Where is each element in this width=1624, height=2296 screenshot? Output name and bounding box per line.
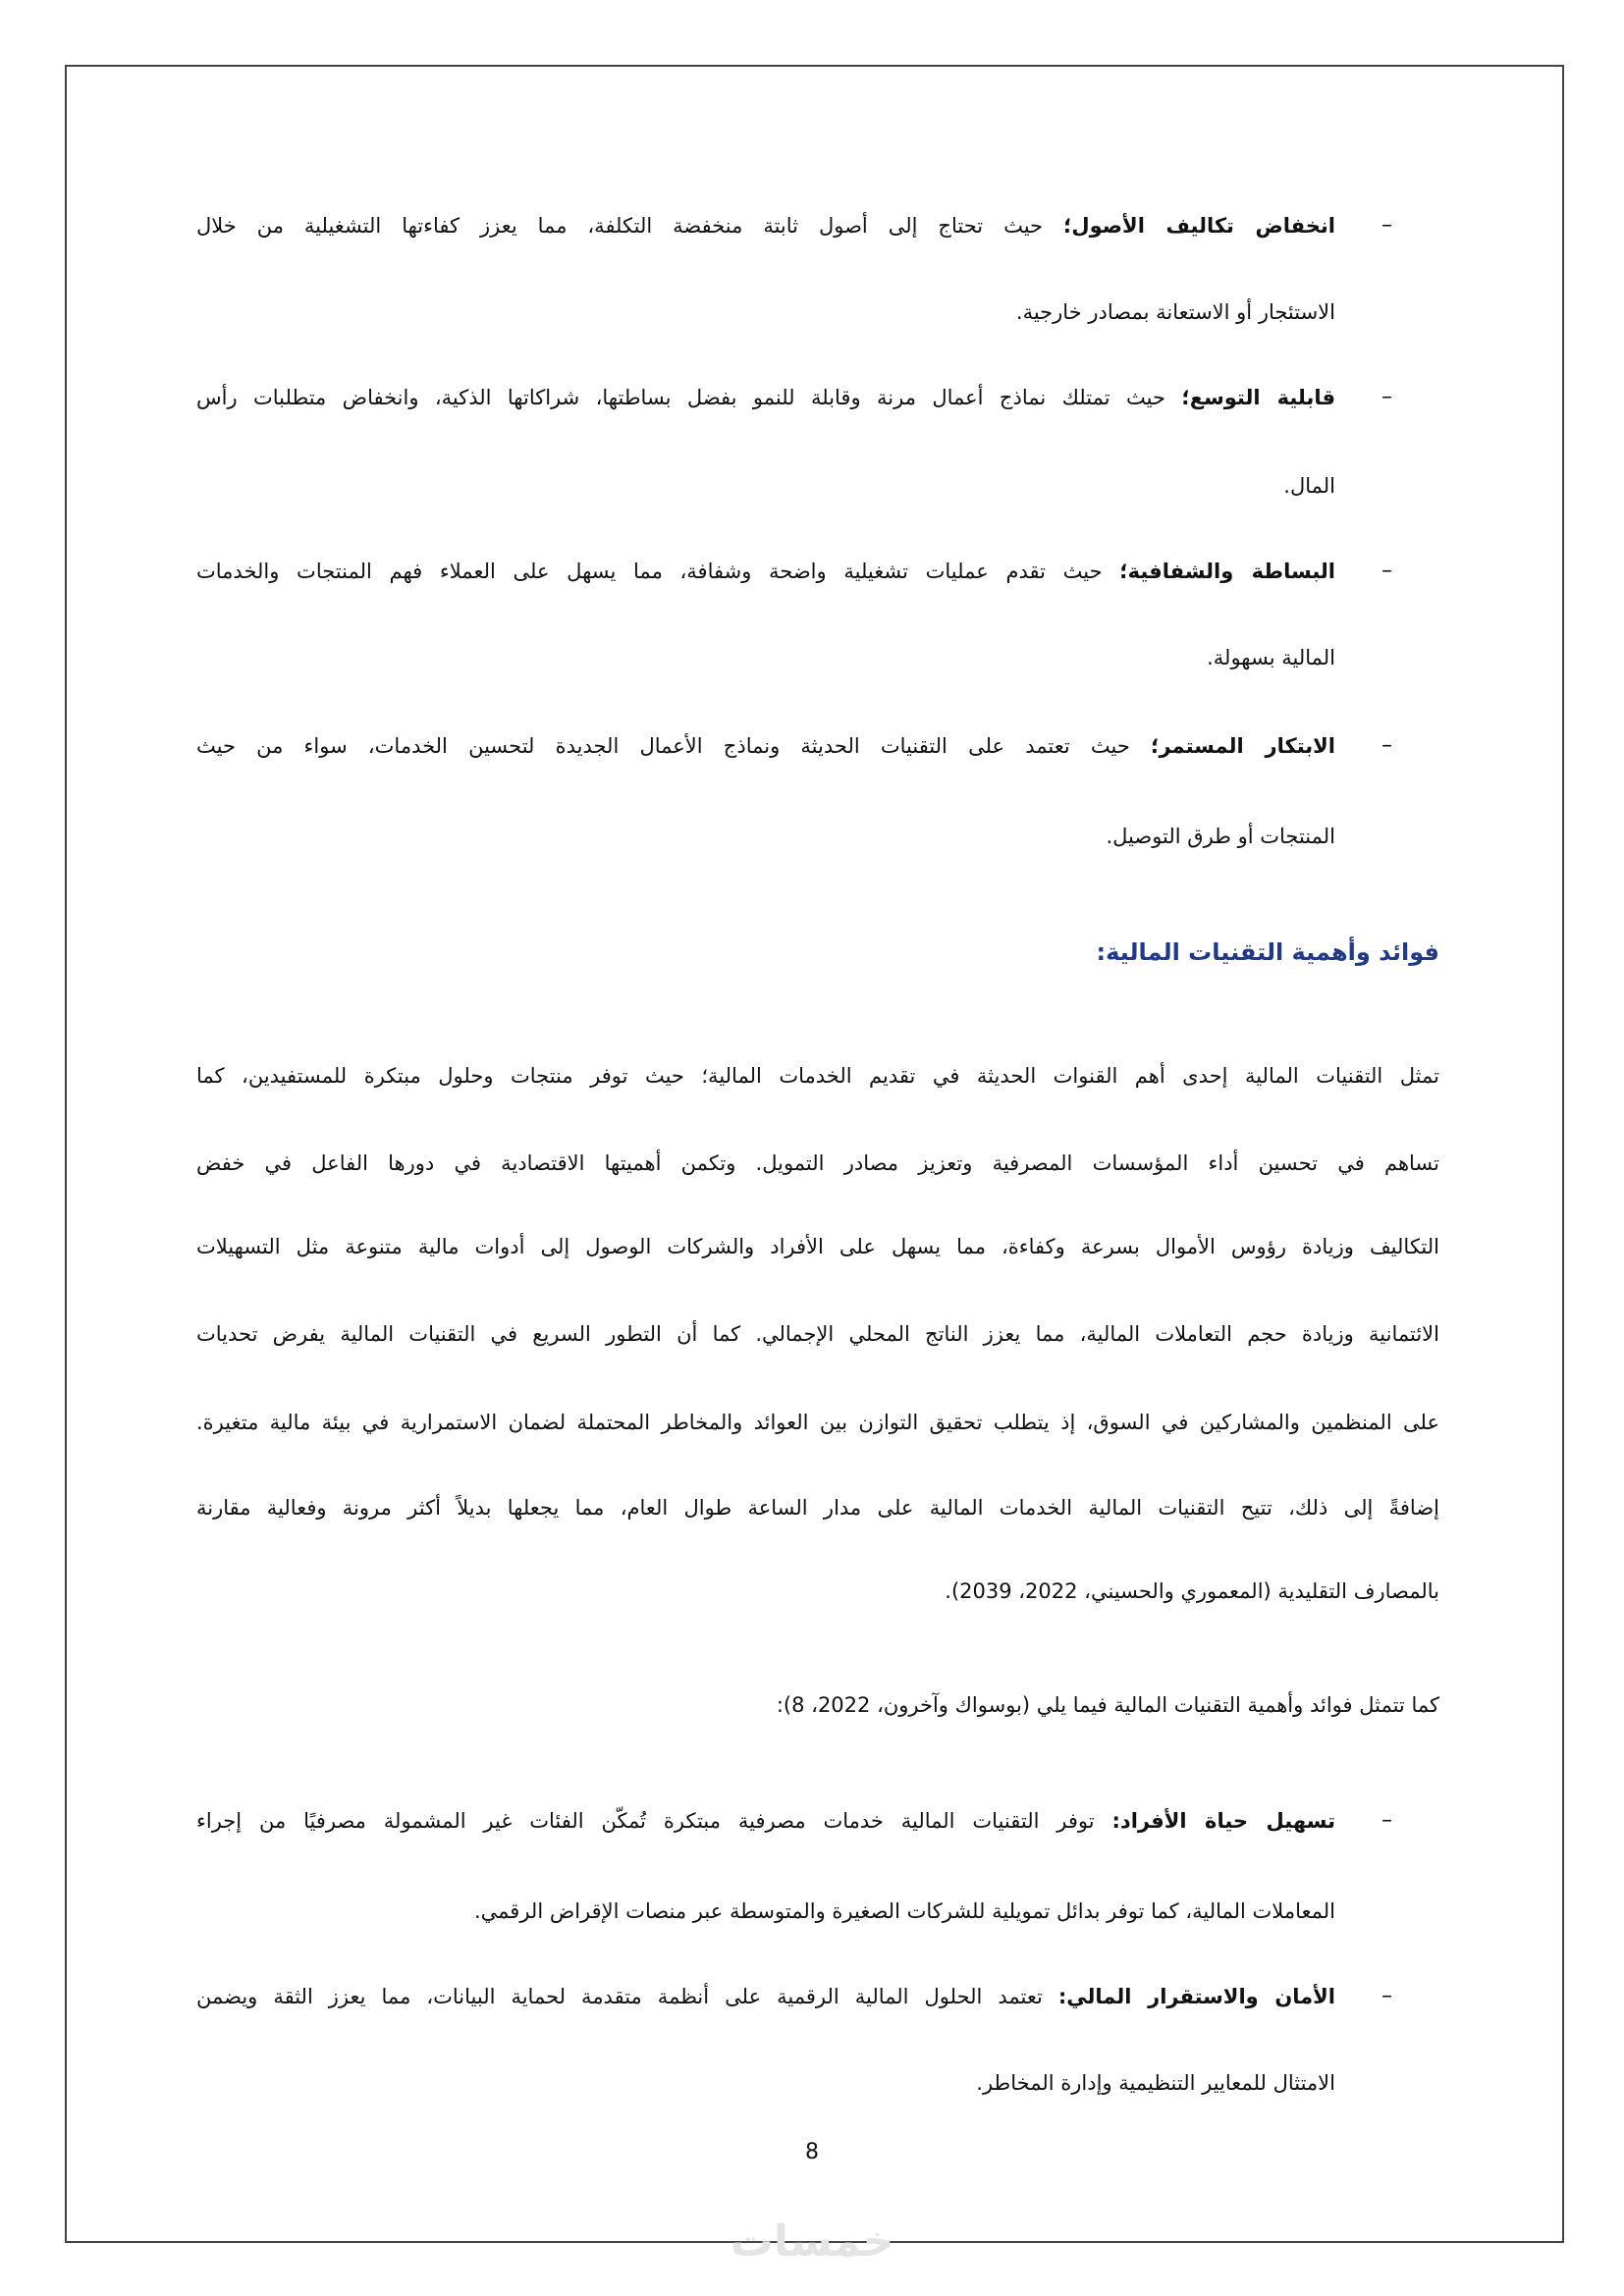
bullet-dash: – <box>1381 1808 1392 1833</box>
paragraph-line: إضافةً إلى ذلك، تتيح التقنيات المالية الخدمات المالية على مدار الساعة طوال العام، مما يجعلها بديلاً أكثر مرونة وفعالية مقارنة <box>196 1496 1439 1520</box>
paragraph-line: التكاليف وزيادة رؤوس الأموال بسرعة وكفاءة، مما يسهل على الأفراد والشركات الوصول إلى أدوات مالية متنوعة مثل التسهيلات <box>196 1235 1439 1258</box>
bullet-text: حيث تمتلك نماذج أعمال مرنة وقابلة للنمو بفضل بساطتها، شراكاتها الذكية، وانخفاض متطلبات رأس <box>196 386 1182 409</box>
bullet-continuation: الامتثال للمعايير التنظيمية وإدارة المخاطر. <box>976 2071 1335 2095</box>
paragraph-line: تمثل التقنيات المالية إحدى أهم القنوات الحديثة في تقديم الخدمات المالية؛ حيث توفر منتجات وحلول مبتكرة للمستفيدين، كما <box>196 1064 1439 1088</box>
bullet-continuation: المال. <box>1283 474 1335 498</box>
bullet-text: حيث تقدم عمليات تشغيلية واضحة وشفافة، مما يسهل على العملاء فهم المنتجات والخدمات <box>196 560 1120 583</box>
bullet-text: حيث تعتمد على التقنيات الحديثة ونماذج الأعمال الجديدة لتحسين الخدمات، سواء من حيث <box>196 734 1152 758</box>
bullet-term: قابلية التوسع؛ <box>1181 386 1335 409</box>
watermark-logo: خمسات <box>730 2216 894 2267</box>
list-item <box>196 554 1335 589</box>
section-heading: فوائد وأهمية التقنيات المالية: <box>1096 938 1439 966</box>
bullet-continuation: المنتجات أو طرق التوصيل. <box>1106 825 1335 848</box>
bullet-dash: – <box>1381 733 1392 758</box>
page-number: 8 <box>805 2140 819 2164</box>
bullet-dash: – <box>1381 559 1392 583</box>
bullet-text: تعتمد الحلول المالية الرقمية على أنظمة متقدمة لحماية البيانات، مما يعزز الثقة ويضمن <box>196 1985 1058 2008</box>
bullet-continuation: الاستئجار أو الاستعانة بمصادر خارجية. <box>1015 300 1335 324</box>
list-item <box>196 728 1335 764</box>
bullet-term: انخفاض تكاليف الأصول؛ <box>1062 214 1336 238</box>
bullet-continuation: المالية بسهولة. <box>1207 646 1335 669</box>
bullet-term: الأمان والاستقرار المالي: <box>1057 1985 1335 2008</box>
bullet-dash: – <box>1381 385 1392 409</box>
list-item <box>196 380 1335 415</box>
bullet-term: البساطة والشفافية؛ <box>1119 560 1335 583</box>
list-item <box>196 208 1335 243</box>
paragraph-line: تساهم في تحسين أداء المؤسسات المصرفية وتعزيز مصادر التمويل. وتكمن أهميتها الاقتصادية في دورها الفاعل في خفض <box>196 1151 1439 1175</box>
bullet-continuation: المعاملات المالية، كما توفر بدائل تمويلية للشركات الصغيرة والمتوسطة عبر منصات الإقراض الرقمي. <box>473 1899 1335 1923</box>
paragraph-line: الائتمانية وزيادة حجم التعاملات المالية، مما يعزز الناتج المحلي الإجمالي. كما أن التطور السريع في التقنيات المالية يفرض تحديات <box>196 1322 1439 1346</box>
list-item <box>196 1979 1335 2014</box>
intro-sentence: كما تتمثل فوائد وأهمية التقنيات المالية فيما يلي (بوسواك وآخرون، 2022، 8): <box>776 1693 1439 1717</box>
bullet-term: الابتكار المستمر؛ <box>1151 734 1335 758</box>
bullet-dash: – <box>1381 1984 1392 2008</box>
bullet-text: حيث تحتاج إلى أصول ثابتة منخفضة التكلفة، مما يعزز كفاءتها التشغيلية من خلال <box>196 214 1063 238</box>
bullet-text: توفر التقنيات المالية خدمات مصرفية مبتكرة تُمكّن الفئات غير المشمولة مصرفيًا من إجراء <box>196 1809 1112 1833</box>
list-item <box>196 1803 1335 1839</box>
bullet-dash: – <box>1381 213 1392 238</box>
paragraph-line: على المنظمين والمشاركين في السوق، إذ يتطلب تحقيق التوازن بين العوائد والمخاطر المحتملة لضمان الاستمرارية في بيئة مالية متغيرة. <box>196 1411 1439 1434</box>
bullet-term: تسهيل حياة الأفراد: <box>1111 1809 1335 1833</box>
paragraph-line: بالمصارف التقليدية (المعموري والحسيني، 2022، 2039). <box>945 1579 1439 1603</box>
